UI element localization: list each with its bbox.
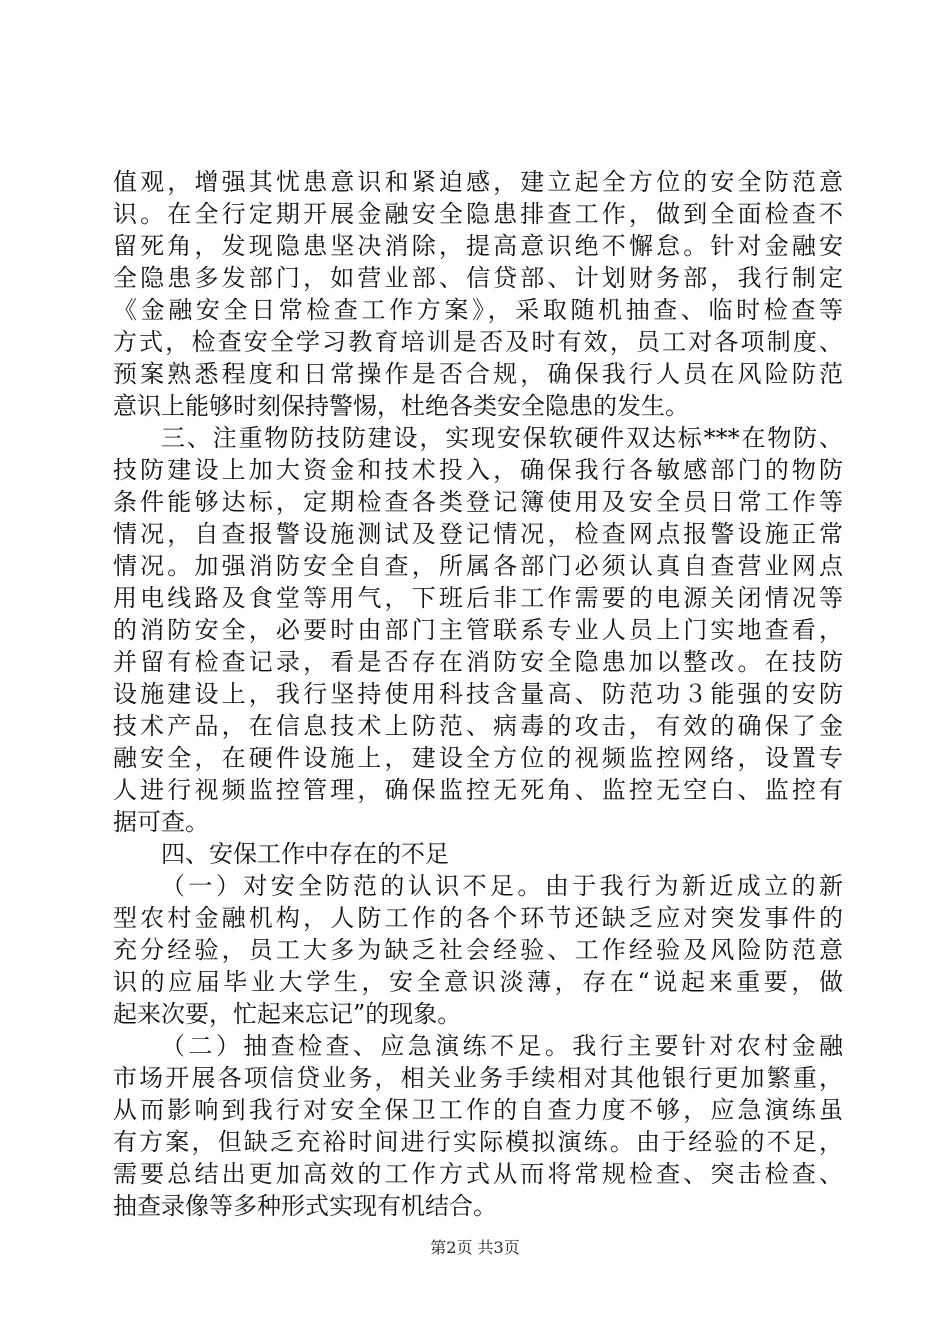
text-line: 技防建设上加大资金和技术投入，确保我行各敏感部门的物防 — [113, 456, 843, 484]
text-line: 需要总结出更加高效的工作方式从而将常规检查、突击检查、 — [113, 1160, 843, 1188]
text-line: 用电线路及食堂等用气，下班后非工作需要的电源关闭情况等 — [113, 584, 843, 612]
text-line: 型农村金融机构，人防工作的各个环节还缺乏应对突发事件的 — [113, 904, 843, 932]
page-footer: 第2页 共3页 — [430, 1238, 520, 1257]
text-line: 留死角，发现隐患坚决消除，提高意识绝不懈怠。针对金融安 — [113, 232, 843, 260]
text-line: 全隐患多发部门，如营业部、信贷部、计划财务部，我行制定 — [113, 264, 843, 292]
text-line: （二）抽查检查、应急演练不足。我行主要针对农村金融 — [161, 1032, 843, 1060]
text-line: 情况。加强消防安全自查，所属各部门必须认真自查营业网点 — [113, 552, 843, 580]
text-line: 的消防安全，必要时由部门主管联系专业人员上门实地查看， — [113, 616, 843, 644]
text-line: 人进行视频监控管理，确保监控无死角、监控无空白、监控有 — [113, 776, 843, 804]
text-line: 识的应届毕业大学生，安全意识淡薄，存在“说起来重要，做 — [113, 968, 843, 996]
text-line: 据可查。 — [113, 808, 209, 836]
text-line: 值观，增强其忧患意识和紧迫感，建立起全方位的安全防范意 — [113, 168, 843, 196]
text-line: 意识上能够时刻保持警惕，杜绝各类安全隐患的发生。 — [113, 392, 689, 420]
text-line: 市场开展各项信贷业务，相关业务手续相对其他银行更加繁重， — [113, 1064, 843, 1092]
text-line: 从而影响到我行对安全保卫工作的自查力度不够，应急演练虽 — [113, 1096, 843, 1124]
text-line: 设施建设上，我行坚持使用科技含量高、防范功３能强的安防 — [113, 680, 843, 708]
text-line: 技术产品，在信息技术上防范、病毒的攻击，有效的确保了金 — [113, 712, 843, 740]
text-line: 并留有检查记录，看是否存在消防安全隐患加以整改。在技防 — [113, 648, 843, 676]
text-line: 条件能够达标，定期检查各类登记簿使用及安全员日常工作等 — [113, 488, 843, 516]
text-line: 三、注重物防技防建设，实现安保软硬件双达标***在物防、 — [161, 424, 843, 452]
text-line: 充分经验，员工大多为缺乏社会经验、工作经验及风险防范意 — [113, 936, 843, 964]
text-line: 《金融安全日常检查工作方案》，采取随机抽查、临时检查等 — [113, 296, 843, 324]
text-line: 抽查录像等多种形式实现有机结合。 — [113, 1192, 497, 1220]
text-line: 情况，自查报警设施测试及登记情况，检查网点报警设施正常 — [113, 520, 843, 548]
text-line: 有方案，但缺乏充裕时间进行实际模拟演练。由于经验的不足， — [113, 1128, 843, 1156]
text-line: （一）对安全防范的认识不足。由于我行为新近成立的新 — [161, 872, 843, 900]
text-line: 融安全，在硬件设施上，建设全方位的视频监控网络，设置专 — [113, 744, 843, 772]
text-line: 方式，检查安全学习教育培训是否及时有效，员工对各项制度、 — [113, 328, 843, 356]
text-line: 起来次要，忙起来忘记”的现象。 — [113, 1000, 462, 1028]
document-body — [113, 166, 843, 1222]
text-line: 识。在全行定期开展金融安全隐患排查工作，做到全面检查不 — [113, 200, 843, 228]
text-line: 预案熟悉程度和日常操作是否合规，确保我行人员在风险防范 — [113, 360, 843, 388]
text-line: 四、安保工作中存在的不足 — [161, 840, 449, 868]
